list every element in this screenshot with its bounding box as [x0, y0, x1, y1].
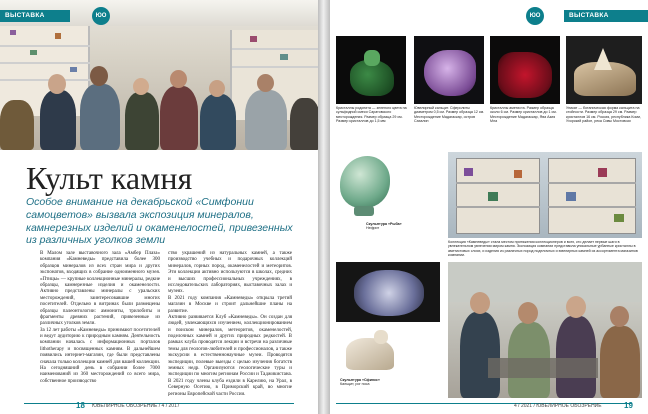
right-page [330, 0, 648, 414]
page-footer: ЮВЕЛИРНОЕ ОБОЗРЕНИЕ / 4 / 2017 [92, 403, 180, 409]
caption-rhodonite: Кристаллы родонита — зеленого цвета на сульфидной смеси Саратовского месторождения. Размер образца 29 см. Размер кристаллов до 1,5 мм [336, 106, 407, 124]
fish-sculpture-material: Нефрит [366, 226, 380, 231]
sphinx-sculpture-label: Скульптура «Сфинкс» [340, 378, 380, 382]
showcase-photo [448, 152, 642, 238]
caption-amethyst: Кристаллы аметиста. Размер образца около 6 см. Размер кристаллов до 1 см. Месторождение Мадагаскар, Ява Азия Мла [490, 106, 557, 124]
sphinx-sculpture-material: Кальцит, рог носа [340, 382, 370, 387]
fish-sculpture-label: Скульптура «Рыба» [366, 222, 402, 226]
body-column-2: ство украшений из натуральных камней, а также производство учебных и подарочных коллекций минералов, горных пород, окаменелостей и метеоритов. Эти коллекции активно используются в школах, средних и высших профессиональных учреждениях, в исследовательских лабораториях, выставочных залах и музеях. В 2021 году компания «Камневеды» открыла третий магазин в Москве и строит дальнейшие планы на развитие. Активно развивается Клуб «Камневеды». Он создан для людей, увлекающихся изучением, коллекционированием и поиском минералов, метеоритов, окаменелостей, поделочных камней и других природных редкостей. В рамках клуба проводятся лекции и встречи на различные темы для геологов-любителей и профессионалов, а также экскурсии в естественнонаучные музеи. Проводятся экспедиции, полевые выезды с целью изучения богатств земных недр. Организуются геологические туры и экспедиции по многим регионам России и Таджикистана. В 2021 году члены клуба ездили в Карелию, на Урал, в Северную Осетию, в Приморский край, во многие регионы Европейской части России. [168, 251, 292, 397]
article-title: Культ камня [26, 160, 193, 196]
sphinx-sculpture-photo [340, 326, 400, 376]
book-spine [318, 0, 330, 414]
body-column-1: В Малом зале выставочного зала «Амбер Плаза» компания «Камневеды» представила более 300 образцов минералов из всех стран мира и других экспонатов, входящих в собрание одноименного музея. «Птицы» — крупные коллекционные минералы, редкие образцы, камнерезные изделия и окаменелости. Активно представлены минералы с уральских месторождений, заинтересовавшие многих посетителей. Отдельно в витринах были размещены образцы палеонтологии: аммониты, трилобиты и фрагменты древних растений, привезенные из различных уголков земли. За 12 лет работы «Камневеды» принимают посетителей и ведут аудиторию к природным камням. Деятельность компании началась с информационных порталов lithotherapy и посвященных камням. В дальнейшем появились интернет-магазин, где были представлены сначала только коллекции камней для вашей коллекции. На сегодняшний день в собрании более 7000 наименований из 360 месторождений со всего мира, собственное производство [40, 251, 160, 384]
page-number: 19 [624, 401, 633, 410]
mineral-photo-calcite-unique [566, 36, 642, 104]
visitors-photo [448, 262, 642, 398]
magazine-logo: ЮО [92, 7, 110, 25]
geode-photo [336, 262, 440, 322]
article-lead: Особое внимание на декабрьской «Симфонии самоцветов» вызвала экспозиция минералов, камнерезных изделий и окаменелостей, привезенных из различных уголков земли [26, 196, 293, 247]
caption-calcite-unique: Уникат — ботаническая форма кальцита на стойности. Размер образца 29 см. Размер кристаллов 16 см. Россия, республика Коми, Ухорский район, река Сивы Мостовски [566, 106, 641, 124]
left-page [0, 0, 318, 414]
page-number: 18 [76, 401, 85, 410]
magazine-logo: ЮО [526, 7, 544, 25]
fish-sculpture-photo [336, 150, 400, 220]
mineral-photo-calcite [414, 36, 484, 104]
mineral-photo-rhodonite [336, 36, 406, 104]
page-footer: 4 / 2021 / ЮВЕЛИРНОЕ ОБОЗРЕНИЕ [514, 403, 602, 409]
mineral-photo-amethyst [490, 36, 560, 104]
section-tag: ВЫСТАВКА [0, 10, 70, 22]
section-tag: ВЫСТАВКА [564, 10, 648, 22]
caption-calcite: Ювелирный кальцит. Сферолиты диаметром 0,5 см. Размер образца 12 см. Месторождение Мадагаскар, остров Сахалин [414, 106, 485, 124]
exhibit-caption: Коллекция «Камневеды» стала местом притяжения коллекционеров и всех, кто делает первые шаги в увлекательном увлечении миром камня. Экспозиция компании представила уникальные урбанные кристаллы в аметистовых слоях, и изделия из различных пород поделочных и ювелирных камней из ассортимента магазинов компании. [448, 240, 638, 258]
exhibition-hall-photo [0, 0, 318, 150]
